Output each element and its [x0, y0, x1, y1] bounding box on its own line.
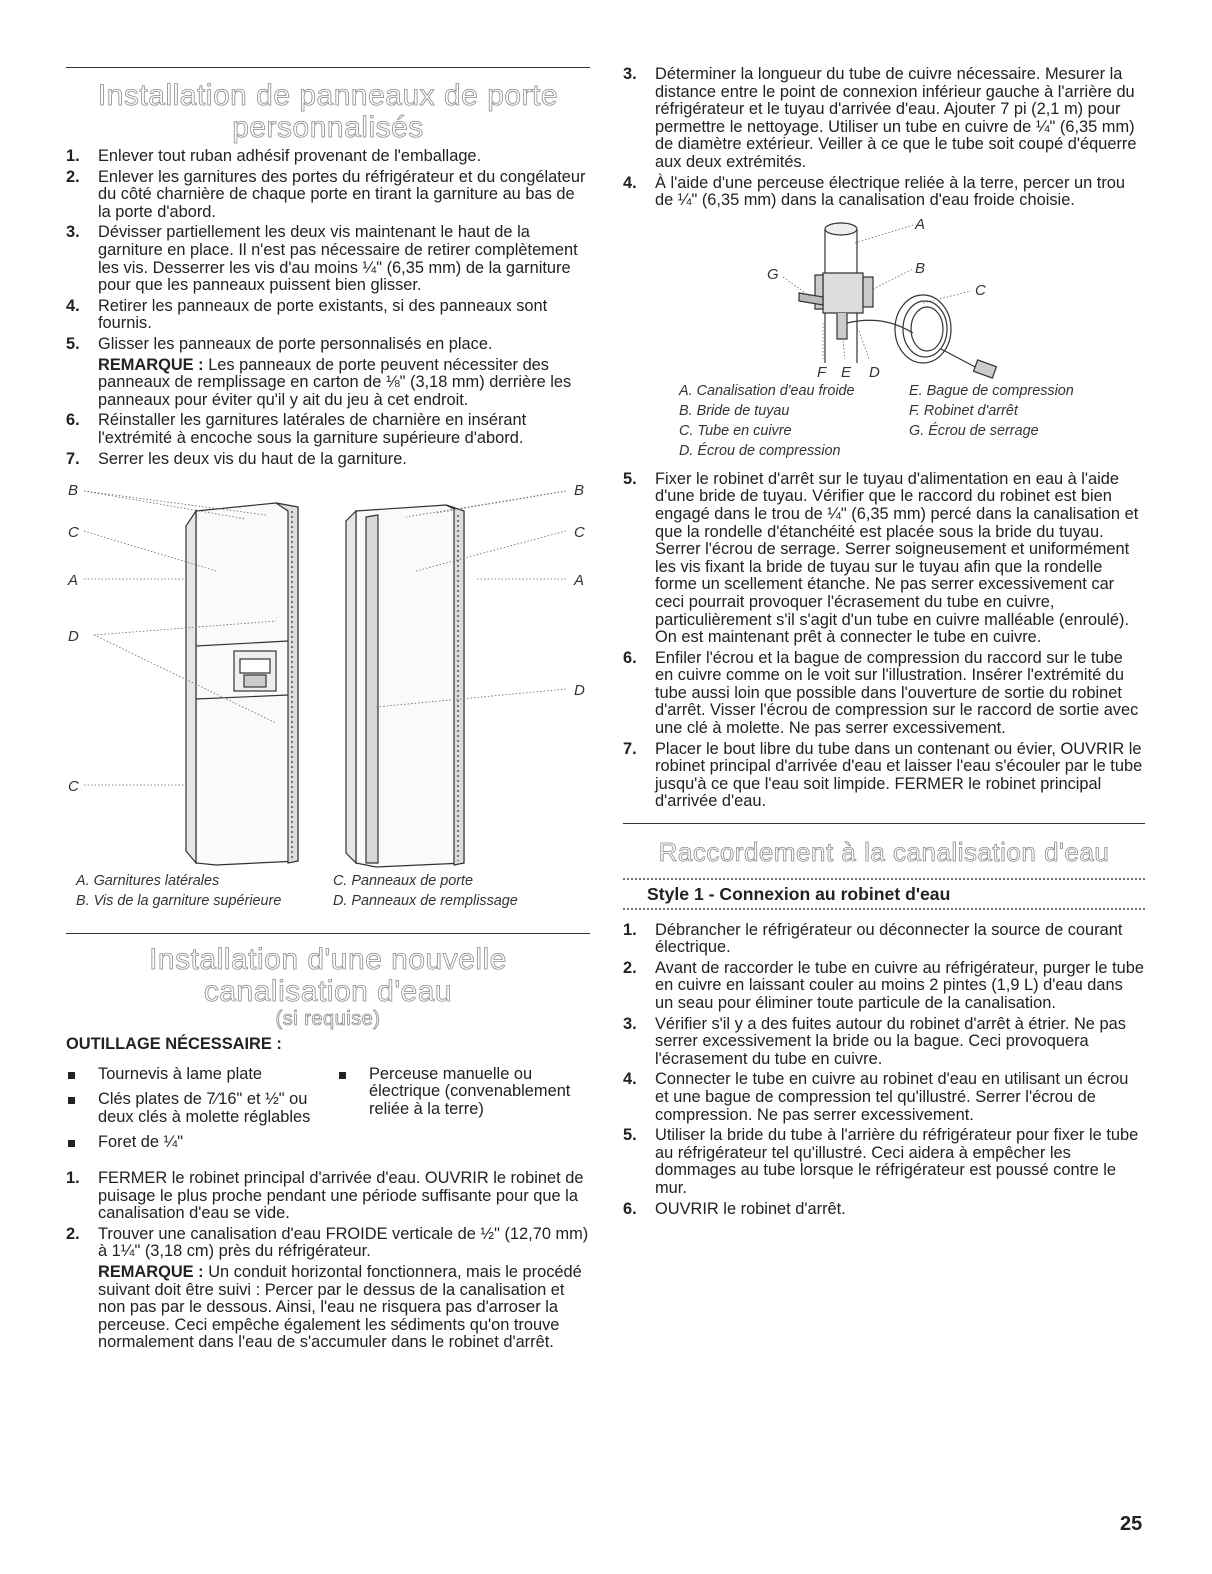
step-text: Connecter le tube en cuivre au robinet d'eau en utilisant un écrou et une bague de compression tel qu'illustré. Serrer l'écrou de compression. Ne pas serrer excessivement. — [655, 1070, 1129, 1124]
list-item — [66, 1170, 590, 1223]
step-text: Enlever les garnitures des portes du réfrigérateur et du congélateur du côté charnière de chaque porte en tirant la garniture au bas de la porte d'abord. — [98, 167, 586, 221]
style1-title: Style 1 - Connexion au robinet d'eau — [647, 884, 951, 905]
tools-list — [66, 1066, 590, 1160]
water-line-steps-cont2 — [623, 471, 1145, 811]
right-column — [623, 0, 1145, 1221]
step-number: 2. — [623, 958, 637, 977]
shutoff-valve-illustration — [623, 213, 1145, 381]
step-number: 5. — [623, 469, 637, 488]
heading-line: canalisation d'eau — [203, 975, 453, 1009]
label-e: E — [841, 363, 852, 381]
list-item — [623, 1127, 1145, 1197]
step-number: 5. — [623, 1126, 637, 1145]
caption-item: A. Canalisation d'eau froide — [679, 382, 855, 399]
step-text: FERMER le robinet principal d'arrivée d'eau. OUVRIR le robinet de puisage le plus proche pendant une période suffisante pour que la canalisation d'eau se vide. — [98, 1169, 584, 1223]
section-heading-connection: Raccordement à la canalisation d'eau — [658, 837, 1110, 868]
label-b: B — [915, 259, 926, 277]
step-number: 6. — [623, 1199, 637, 1218]
section-heading-door-panels — [66, 80, 590, 144]
step-text: Débrancher le réfrigérateur ou déconnecter la source de courant électrique. — [655, 920, 1123, 957]
door-panel-steps — [66, 148, 590, 468]
list-item — [623, 650, 1145, 738]
step-number: 4. — [623, 173, 637, 192]
step-number: 7. — [66, 449, 80, 468]
label-a: A — [915, 215, 926, 233]
water-line-steps-cont — [623, 66, 1145, 210]
step-number: 4. — [66, 296, 80, 315]
caption-item: A. Garnitures latérales — [76, 873, 220, 890]
heading-line: personnalisés — [232, 111, 424, 144]
step-text: Vérifier s'il y a des fuites autour du robinet d'arrêt à étrier. Ne pas serrer excessivement la bride ou la bague. Ceci provoquera l'écrasement du tube en cuivre. — [655, 1014, 1126, 1068]
label-c: C — [574, 524, 585, 542]
section-rule — [66, 933, 590, 934]
label-g: G — [767, 265, 779, 283]
list-item — [66, 298, 590, 333]
note — [98, 1264, 590, 1352]
list-item — [66, 148, 590, 166]
step-text: Placer le bout libre du tube dans un contenant ou évier, OUVRIR le robinet principal d'arrivée d'eau et laisser l'eau s'écouler par le tube jusqu'à ce que l'eau soit limpide. FERMER le robinet principal d'arrivée d'eau. — [655, 739, 1143, 811]
list-item — [623, 960, 1145, 1013]
figure2-caption — [623, 381, 1145, 461]
step-number: 5. — [66, 334, 80, 353]
step-text: Réinstaller les garnitures latérales de charnière en insérant l'extrémité à encoche sous la garniture supérieure d'abord. — [98, 411, 527, 447]
dotted-rule — [623, 908, 1145, 910]
step-text: Enlever tout ruban adhésif provenant de l'emballage. — [98, 147, 482, 165]
tools-left — [66, 1066, 319, 1160]
step-number: 3. — [623, 1014, 637, 1033]
step-number: 2. — [66, 167, 80, 186]
step-number: 6. — [623, 648, 637, 667]
label-c: C — [68, 778, 79, 796]
step-text: Trouver une canalisation d'eau FROIDE verticale de ½" (12,70 mm) à 1¼" (3,18 cm) près du réfrigérateur. — [98, 1224, 589, 1261]
heading-line: Installation de panneaux de porte — [97, 79, 559, 112]
list-item — [623, 741, 1145, 811]
caption-item — [909, 441, 1145, 461]
list-item — [623, 922, 1145, 957]
list-item — [623, 471, 1145, 647]
door-panel-illustration — [66, 471, 590, 869]
section-rule — [623, 823, 1145, 824]
step-text: À l'aide d'une perceuse électrique reliée à la terre, percer un trou de ¼" (6,35 mm) dans la canalisation d'eau froide choisie. — [655, 173, 1126, 210]
note-text: Les panneaux de porte peuvent nécessiter des panneaux de remplissage en carton de ⅛" (3,18 mm) derrière les panneaux pour éviter qu'il y ait du jeu à cet endroit. — [98, 355, 572, 409]
note-label: REMARQUE : — [98, 355, 204, 374]
list-item — [623, 175, 1145, 210]
figure1-caption — [66, 871, 590, 911]
step-number: 1. — [66, 1169, 80, 1188]
caption-item: C. Panneaux de porte — [333, 873, 474, 890]
label-f: F — [817, 363, 827, 381]
step-text: OUVRIR le robinet d'arrêt. — [655, 1199, 846, 1218]
step-text: Enfiler l'écrou et la bague de compression du raccord sur le tube en cuivre comme on le voit sur l'illustration. Insérer l'extrémité du tube aussi loin que possible dans l'ouverture de sortie du robinet d'arrêt. Visser l'écrou de compression sur le raccord de sortie avec une clé à molette. Ne pas serrer excessivement. — [655, 648, 1139, 738]
section-rule — [66, 67, 590, 68]
list-item: Clés plates de 7⁄16" et ½" ou deux clés à molette réglables — [66, 1091, 319, 1126]
list-item — [66, 412, 590, 447]
caption-item: B. Vis de la garniture supérieure — [76, 893, 282, 910]
step-number: 7. — [623, 739, 637, 758]
label-d: D — [68, 628, 79, 646]
list-item: Foret de ¼" — [66, 1134, 319, 1152]
step-text: Déterminer la longueur du tube de cuivre nécessaire. Mesurer la distance entre le point de connexion inférieur gauche à l'arrière du réfrigérateur et le tuyau d'arrivée d'eau. Ajouter 7 pi (2,1 m) pour permettre le nettoyage. Utiliser un tube en cuivre de ¼" (6,35 mm) de diamètre extérieur. Veiller à ce que le tube soit coupé d'équerre aux deux extrémités. — [655, 65, 1137, 171]
caption-item: G. Écrou de serrage — [909, 422, 1039, 439]
step-text: Fixer le robinet d'arrêt sur le tuyau d'alimentation en eau à l'aide d'une bride de tuyau. Vérifier que le raccord du robinet est bien engagé dans le trou de ¼" (6,35 mm) percé dans la canalisation et que la rondelle d'étanchéité est placée sous la bride du tuyau. Serrer l'écrou de serrage. Serrer soigneusement et uniformément les vis fixant la bride de tuyau sur le tuyau afin que la rondelle forme un scellement étanche. Ne pas serrer excessivement car ceci pourrait provoquer l'écrasement du tube en cuivre, particulièrement s'il s'agit d'un tube en cuivre malléable (enroulé). On est maintenant prêt à connecter le tube en cuivre. — [655, 469, 1139, 647]
step-number: 1. — [623, 920, 637, 939]
label-d: D — [574, 682, 585, 700]
connection-steps — [623, 922, 1145, 1219]
label-d: D — [869, 363, 880, 381]
left-column — [66, 0, 590, 1355]
step-number: 6. — [66, 411, 80, 430]
list-item — [66, 169, 590, 222]
list-item — [66, 451, 590, 469]
caption-item: B. Bride de tuyau — [679, 402, 790, 419]
section-heading-water-line — [66, 944, 590, 1030]
step-text: Avant de raccorder le tube en cuivre au réfrigérateur, purger le tube en cuivre en laissant couler au moins 2 pintes (1,9 L) d'eau dans un seau pour éliminer toute particule de la canalisation. — [655, 958, 1144, 1012]
list-item — [623, 1071, 1145, 1124]
tools-right — [337, 1066, 590, 1160]
step-text: Glisser les panneaux de porte personnalisés en place. — [98, 334, 493, 353]
step-text: Serrer les deux vis du haut de la garniture. — [98, 449, 407, 468]
note-label: REMARQUE : — [98, 1263, 204, 1282]
heading-subline: (si requise) — [275, 1008, 381, 1031]
list-item — [623, 1201, 1145, 1219]
step-number: 3. — [66, 223, 80, 242]
caption-item: C. Tube en cuivre — [679, 422, 792, 439]
list-item — [66, 224, 590, 294]
label-b: B — [574, 482, 585, 500]
caption-item: F. Robinet d'arrêt — [909, 402, 1018, 419]
heading-line: Installation d'une nouvelle — [149, 943, 507, 977]
caption-item: D. Écrou de compression — [679, 442, 841, 459]
list-item — [66, 336, 590, 409]
label-c: C — [975, 281, 986, 299]
step-number: 3. — [623, 65, 637, 83]
note-text: Un conduit horizontal fonctionnera, mais le procédé suivant doit être suivi : Percer par le dessus de la canalisation et non pas par le dessous. Ainsi, l'eau ne risquera pas d'arroser la perceuse. Ceci empêche également les sédiments qu'on trouve normalement dans l'eau de s'accumuler dans le robinet d'arrêt. — [98, 1263, 582, 1352]
list-item — [623, 1016, 1145, 1069]
step-text: Retirer les panneaux de porte existants, si des panneaux sont fournis. — [98, 296, 548, 333]
tools-title: OUTILLAGE NÉCESSAIRE : — [66, 1035, 282, 1054]
step-text: Utiliser la bride du tube à l'arrière du réfrigérateur pour fixer le tube au réfrigérateur tel qu'illustré. Ceci aidera à empêcher les dommages au tube lorsque le réfrigérateur est poussé contre le mur. — [655, 1126, 1139, 1197]
step-number: 4. — [623, 1070, 637, 1089]
note — [98, 357, 590, 410]
water-line-steps — [66, 1170, 590, 1352]
label-b: B — [68, 482, 79, 500]
page-number: 25 — [1120, 1513, 1143, 1535]
caption-item: D. Panneaux de remplissage — [333, 893, 518, 910]
list-item: Tournevis à lame plate — [66, 1066, 319, 1084]
list-item — [66, 1226, 590, 1352]
caption-item: E. Bague de compression — [909, 382, 1074, 399]
step-number: 2. — [66, 1224, 80, 1243]
list-item: Perceuse manuelle ou électrique (convenablement reliée à la terre) — [337, 1066, 590, 1119]
label-a: A — [68, 572, 79, 590]
label-c: C — [68, 524, 79, 542]
step-number: 1. — [66, 147, 80, 165]
list-item — [623, 66, 1145, 172]
label-a: A — [574, 572, 585, 590]
step-text: Dévisser partiellement les deux vis maintenant le haut de la garniture en place. Il n'est pas nécessaire de retirer complètement les vis. Desserrer les vis d'au moins ¼" (6,35 mm) de la garniture pour que les panneaux puissent bien glisser. — [98, 223, 578, 295]
